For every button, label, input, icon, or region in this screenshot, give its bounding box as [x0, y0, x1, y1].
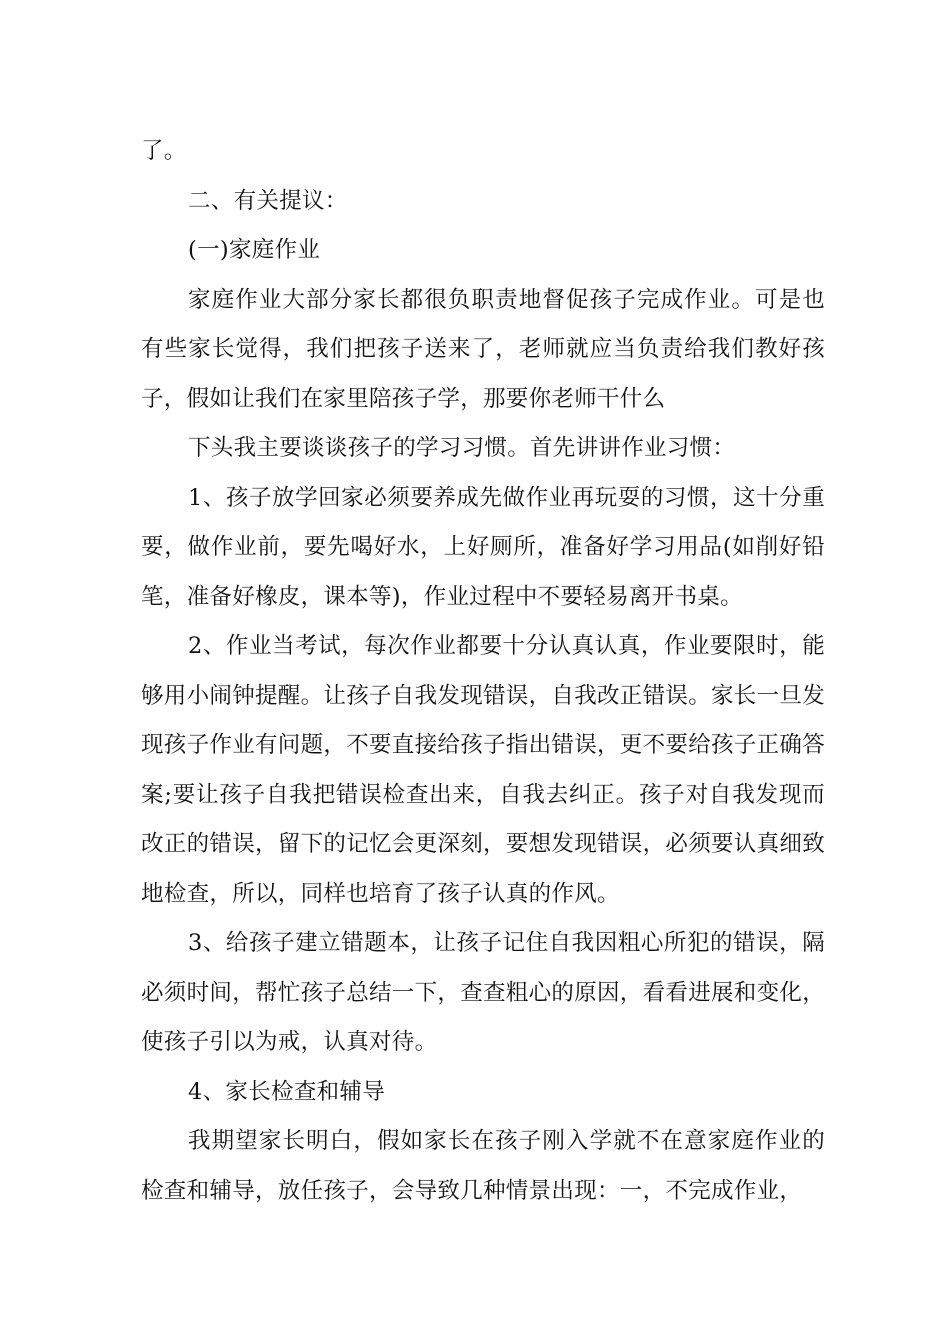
section-heading-suggestions: 二、有关提议：	[188, 187, 348, 214]
paragraph-homework-intro: 家庭作业大部分家长都很负职责地督促孩子完成作业。可是也有些家长觉得，我们把孩子送来了，老师就应当负责给我们教好孩子，假如让我们在家里陪孩子学，那要你老师干什么	[141, 286, 825, 412]
subsection-heading-homework: (一)家庭作业	[188, 237, 321, 263]
list-item-1: 1、孩子放学回家必须要养成先做作业再玩耍的习惯，这十分重要，做作业前，要先喝好水，上好厕所，准备好学习用品(如削好铅笔，准备好橡皮，课本等)，作业过程中不要轻易离开书桌。	[141, 484, 825, 610]
list-item-2: 2、作业当考试，每次作业都要十分认真认真，作业要限时，能够用小闹钟提醒。让孩子自我发现错误，自我改正错误。家长一旦发现孩子作业有问题，不要直接给孩子指出错误，更不要给孩子正确答案;要让孩子自我把错误检查出来，自我去纠正。孩子对自我发现而改正的错误，留下的记忆会更深刻，要想发现错误，必须要认真细致地检查，所以，同样也培育了孩子认真的作风。	[141, 633, 826, 907]
document-body	[141, 127, 825, 1216]
paragraph-parent-expectation: 我期望家长明白，假如家长在孩子刚入学就不在意家庭作业的检查和辅导，放任孩子，会导致几种情景出现：一，不完成作业，	[141, 1128, 825, 1204]
list-item-3: 3、给孩子建立错题本，让孩子记住自我因粗心所犯的错误，隔必须时间，帮忙孩子总结一下，查查粗心的原因，看看进展和变化，使孩子引以为戒，认真对待。	[141, 930, 826, 1055]
paragraph-study-habits: 下头我主要谈谈孩子的学习习惯。首先讲讲作业习惯：	[188, 435, 736, 461]
paragraph-continuation: 了。	[141, 138, 187, 164]
list-item-4: 4、家长检查和辅导	[188, 1078, 386, 1105]
